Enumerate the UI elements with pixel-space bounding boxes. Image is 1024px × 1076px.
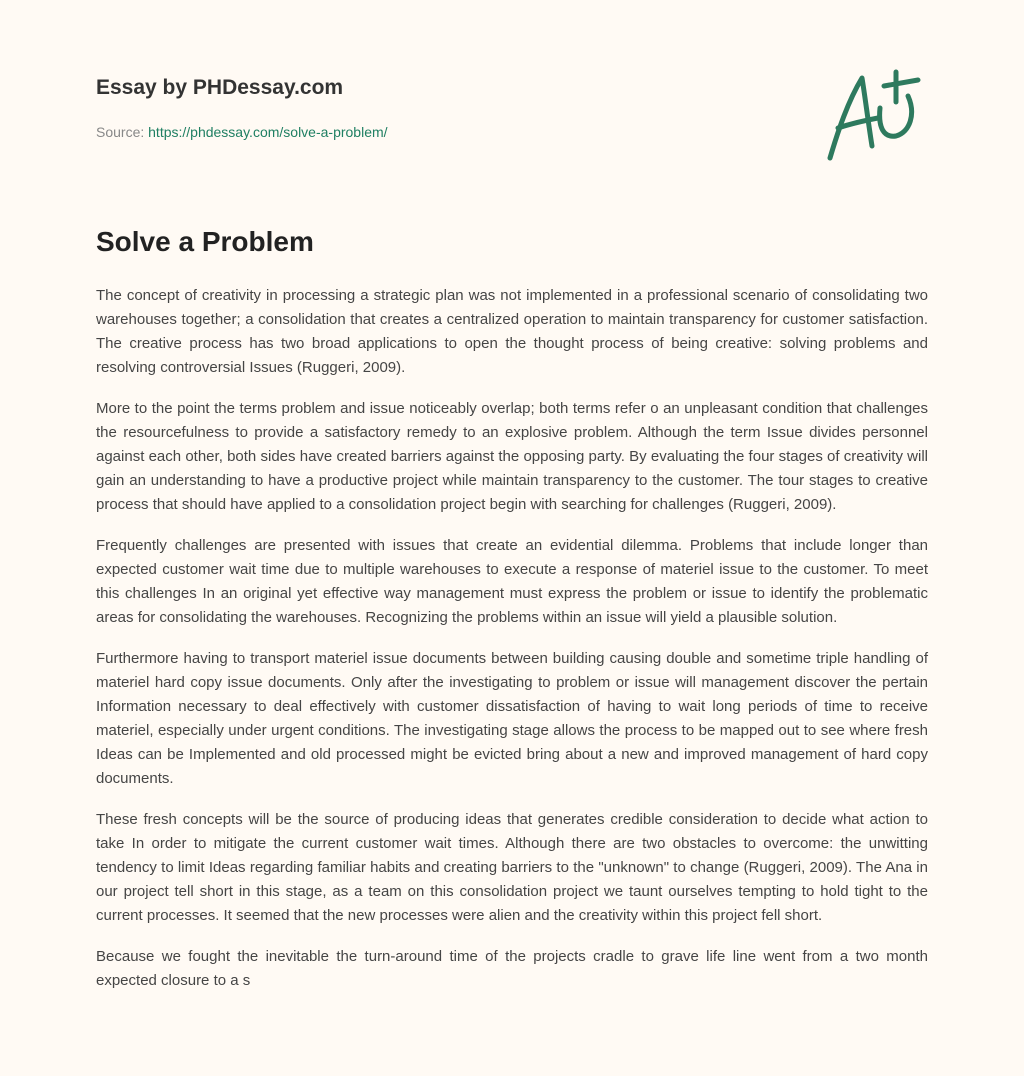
paragraph: Frequently challenges are presented with issues that create an evidential dilemma. Problems that include longer than expected customer wait time due to multiple warehouses to execute a response of materiel issue to the customer. To meet this challenges In an original yet effective way management must express the problem or issue to identify the problematic areas for consolidating the warehouses. Recognizing the problems within an issue will yield a plausible solution. xyxy=(96,537,928,626)
paragraph: The concept of creativity in processing a strategic plan was not implemented in a professional scenario of consolidating two warehouses together; a consolidation that creates a centralized operation to maintain transparency for customer satisfaction. The creative process has two broad applications to open the thought process of being creative: solving problems and resolving controversial Issues (Ruggeri, 2009). xyxy=(96,287,928,376)
essay-body xyxy=(96,284,928,1010)
source-label: Source: xyxy=(96,124,149,140)
paragraph: More to the point the terms problem and issue noticeably overlap; both terms refer o an unpleasant condition that challenges the resourcefulness to provide a satisfactory remedy to an explosive problem. Although the term Issue divides personnel against each other, both sides have created barriers against the opposing party. By evaluating the four stages of creativity will gain an understanding to have a productive project while maintain transparency to the customer. The tour stages to creative process that should have applied to a consolidation project begin with searching for challenges (Ruggeri, 2009). xyxy=(96,400,928,513)
a-plus-logo-icon xyxy=(820,66,930,166)
paragraph: These fresh concepts will be the source of producing ideas that generates credible consideration to decide what action to take In order to mitigate the current customer wait times. Although there are two obstacles to overcome: the unwitting tendency to limit Ideas regarding familiar habits and creating barriers to the "unknown" to change (Ruggeri, 2009). The Ana in our project tell short in this stage, as a team on this consolidation project we taunt ourselves tempting to hold tight to the current processes. It seemed that the new processes were alien and the creativity within this project fell short. xyxy=(96,811,928,924)
brand-title: Essay by PHDessay.com xyxy=(96,76,344,99)
paragraph: Because we fought the inevitable the turn-around time of the projects cradle to grave life line went from a two month expected closure to a s xyxy=(96,948,928,989)
essay-header xyxy=(96,76,388,140)
paragraph: Furthermore having to transport materiel issue documents between building causing double and sometime triple handling of materiel hard copy issue documents. Only after the investigating to problem or issue will management discover the pertain Information necessary to deal effectively with customer dissatisfaction of having to wait long periods of time to receive materiel, especially under urgent conditions. The investigating stage allows the process to be mapped out to see where fresh Ideas can be Implemented and old processed might be evicted bring about a new and improved management of hard copy documents. xyxy=(96,650,928,787)
essay-title: Solve a Problem xyxy=(96,226,314,257)
source-line xyxy=(96,124,388,140)
source-link[interactable]: https://phdessay.com/solve-a-problem/ xyxy=(148,124,388,140)
